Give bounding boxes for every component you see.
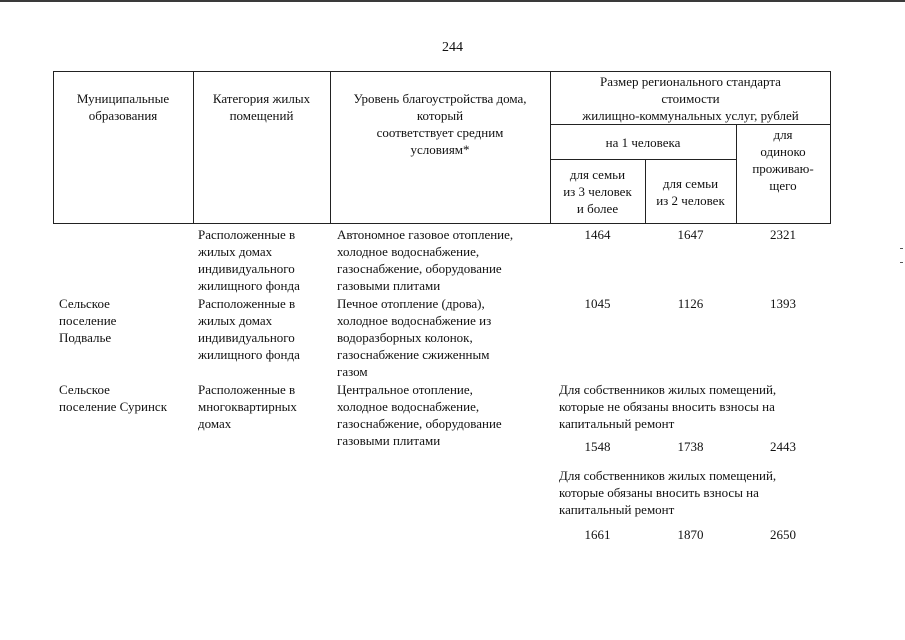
row3-category: Расположенные в многоквартирных домах xyxy=(198,382,297,431)
header-standard-size: Размер регионального стандарта стоимости жилищно-коммунальных услуг, рублей xyxy=(582,74,799,123)
row3a-value-family-3plus: 1548 xyxy=(584,439,611,454)
row3b-value-family-3plus: 1661 xyxy=(584,527,611,542)
edge-mark xyxy=(900,248,903,249)
row1-improvement: Автономное газовое отопление, холодное водоснабжение, газоснабжение, оборудование газовыми плитами xyxy=(337,227,514,293)
row1-value-single: 2321 xyxy=(770,227,796,242)
header-municipality: Муниципальные образования xyxy=(76,91,170,123)
row2-municipality: Сельское поселение Подвалье xyxy=(59,296,117,345)
row3a-value-family-2: 1738 xyxy=(677,439,704,454)
row2-improvement: Печное отопление (дрова), холодное водоснабжение из водоразборных колонок, газоснабжение сжиженным газом xyxy=(337,296,492,379)
row1-value-family-3plus: 1464 xyxy=(584,227,611,242)
row2-value-family-2: 1126 xyxy=(677,296,704,311)
row2-value-single: 1393 xyxy=(770,296,796,311)
header-family-3plus: для семьи из 3 человек и более xyxy=(563,167,632,216)
header-per-person: на 1 человека xyxy=(605,135,681,150)
edge-mark xyxy=(900,262,903,263)
header-line-standard xyxy=(550,124,831,125)
row3-municipality: Сельское поселение Суринск xyxy=(59,382,168,414)
header-border-bottom xyxy=(53,223,831,224)
page-number: 244 xyxy=(442,40,463,55)
header-border-top xyxy=(53,71,831,72)
row2-value-family-3plus: 1045 xyxy=(584,296,611,311)
standards-table xyxy=(53,71,831,541)
header-family-2: для семьи из 2 человек xyxy=(656,176,725,208)
top-border-line xyxy=(0,0,905,2)
row3b-value-family-2: 1870 xyxy=(677,527,704,542)
header-category: Категория жилых помещений xyxy=(212,91,311,123)
header-improvement-level: Уровень благоустройства дома, который соответствует средним условиям* xyxy=(353,91,527,157)
row1-value-family-2: 1647 xyxy=(677,227,704,242)
row3a-value-single: 2443 xyxy=(770,439,796,454)
row2-category: Расположенные в жилых домах индивидуального жилищного фонда xyxy=(198,296,300,362)
row3-improvement: Центральное отопление, холодное водоснабжение, газоснабжение, оборудование газовыми плитами xyxy=(337,382,502,448)
row3-note-obliged: Для собственников жилых помещений, которые обязаны вносить взносы на капитальный ремонт xyxy=(559,468,777,517)
row3-note-not-obliged: Для собственников жилых помещений, которые не обязаны вносить взносы на капитальный ремонт xyxy=(559,382,777,431)
header-single-resident: для одиноко проживаю- щего xyxy=(752,127,814,193)
header-line-per-person xyxy=(550,159,736,160)
row1-category: Расположенные в жилых домах индивидуального жилищного фонда xyxy=(198,227,300,293)
row3b-value-single: 2650 xyxy=(770,527,796,542)
